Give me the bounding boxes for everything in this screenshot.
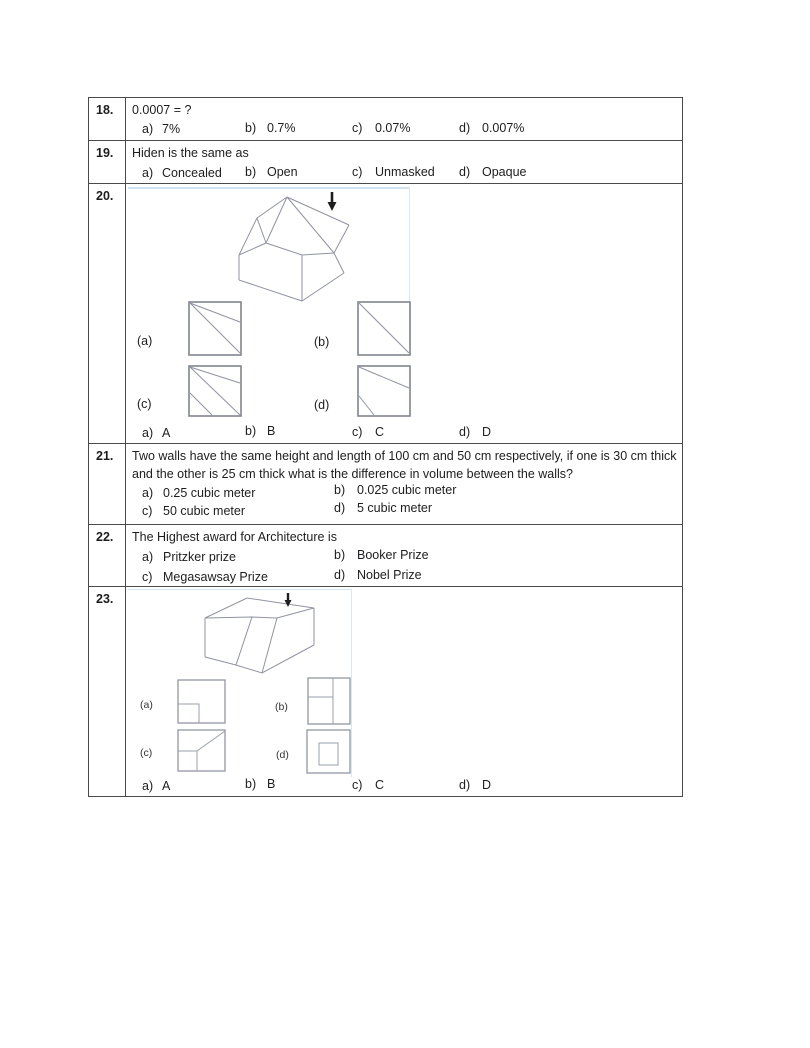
option-letter: d) (459, 165, 471, 179)
answer-figure-a (188, 301, 242, 356)
question-row-20 (89, 184, 682, 444)
option-letter: c) (142, 504, 153, 518)
option-letter: d) (334, 501, 346, 515)
option-letter: d) (459, 121, 471, 135)
figure-label-c: (c) (137, 397, 152, 411)
option-text: 5 cubic meter (357, 501, 433, 515)
question-content (126, 525, 682, 586)
option-letter: c) (352, 778, 363, 792)
option-text: Unmasked (375, 165, 435, 179)
option-letter: a) (142, 486, 154, 500)
question-row-23 (89, 587, 682, 796)
option-letter: c) (352, 425, 363, 439)
option-text: Concealed (162, 166, 222, 180)
option-text: 0.07% (375, 121, 411, 135)
question-row-18 (89, 98, 682, 141)
box-line-art (205, 598, 314, 673)
option-text: 0.007% (482, 121, 525, 135)
figure-label-d: (d) (276, 749, 289, 761)
option-text: C (375, 425, 385, 439)
option-text: C (375, 778, 385, 792)
question-text: 0.0007 = ? (132, 103, 192, 117)
question-content (126, 141, 682, 183)
option-text: 0.025 cubic meter (357, 483, 457, 497)
question-row-19 (89, 141, 682, 184)
answer-figure-a (177, 679, 226, 724)
option-letter: d) (459, 425, 471, 439)
question-number: 20. (89, 184, 126, 443)
question-row-22 (89, 525, 682, 587)
option-text: D (482, 778, 492, 792)
option-letter: a) (142, 550, 154, 564)
option-text: Open (267, 165, 298, 179)
option-text: Nobel Prize (357, 568, 422, 582)
figure-label-d: (d) (314, 398, 330, 412)
question-23-figure (202, 592, 324, 678)
option-text: Megasawsay Prize (163, 570, 268, 584)
option-text: A (162, 779, 171, 793)
option-letter: b) (334, 483, 346, 497)
question-content (126, 444, 682, 524)
option-letter: c) (142, 570, 153, 584)
answer-figure-d (306, 729, 351, 774)
scan-artifact-line (351, 589, 352, 777)
question-content (126, 184, 682, 443)
option-letter: b) (245, 165, 257, 179)
option-letter: a) (142, 779, 154, 793)
answer-figure-c (177, 729, 226, 772)
question-number: 18. (89, 98, 126, 140)
question-number: 21. (89, 444, 126, 524)
question-row-21 (89, 444, 682, 525)
option-letter: b) (245, 424, 257, 438)
house-line-art (239, 197, 349, 301)
option-letter: a) (142, 122, 154, 136)
option-letter: c) (352, 165, 363, 179)
down-arrow-icon (328, 192, 337, 211)
answer-figure-c (188, 365, 242, 417)
question-number: 19. (89, 141, 126, 183)
option-text: Booker Prize (357, 548, 429, 562)
option-letter: a) (142, 426, 154, 440)
question-number: 23. (89, 587, 126, 796)
figure-label-a: (a) (140, 699, 153, 711)
option-text: B (267, 424, 276, 438)
option-text: B (267, 777, 276, 791)
scan-artifact-line (128, 187, 410, 189)
option-letter: d) (334, 568, 346, 582)
question-table (88, 97, 683, 797)
answer-figure-b (357, 301, 411, 356)
figure-label-a: (a) (137, 334, 153, 348)
question-content (126, 587, 682, 796)
option-text: 0.7% (267, 121, 296, 135)
option-text: A (162, 426, 171, 440)
answer-figure-d (357, 365, 411, 417)
option-text: Pritzker prize (163, 550, 236, 564)
option-text: D (482, 425, 492, 439)
answer-figure-b (307, 677, 351, 725)
option-letter: b) (334, 548, 346, 562)
option-letter: d) (459, 778, 471, 792)
question-text: Hiden is the same as (132, 146, 249, 160)
option-letter: b) (245, 121, 257, 135)
question-text: Two walls have the same height and length of 100 cm and 50 cm respectively, if one is 30 cm thick and the other is 25 cm thick what is the difference in volume between the walls? (132, 449, 677, 481)
option-letter: b) (245, 777, 257, 791)
figure-label-b: (b) (314, 335, 330, 349)
figure-label-c: (c) (140, 747, 153, 759)
question-20-figure (226, 190, 371, 303)
option-text: Opaque (482, 165, 527, 179)
option-letter: c) (352, 121, 363, 135)
option-letter: a) (142, 166, 154, 180)
option-text: 0.25 cubic meter (163, 486, 256, 500)
figure-label-b: (b) (275, 701, 288, 713)
option-text: 50 cubic meter (163, 504, 245, 518)
question-text: The Highest award for Architecture is (132, 530, 337, 544)
scan-artifact-line (128, 589, 352, 590)
question-content (126, 98, 682, 140)
option-text: 7% (162, 122, 181, 136)
question-number: 22. (89, 525, 126, 586)
